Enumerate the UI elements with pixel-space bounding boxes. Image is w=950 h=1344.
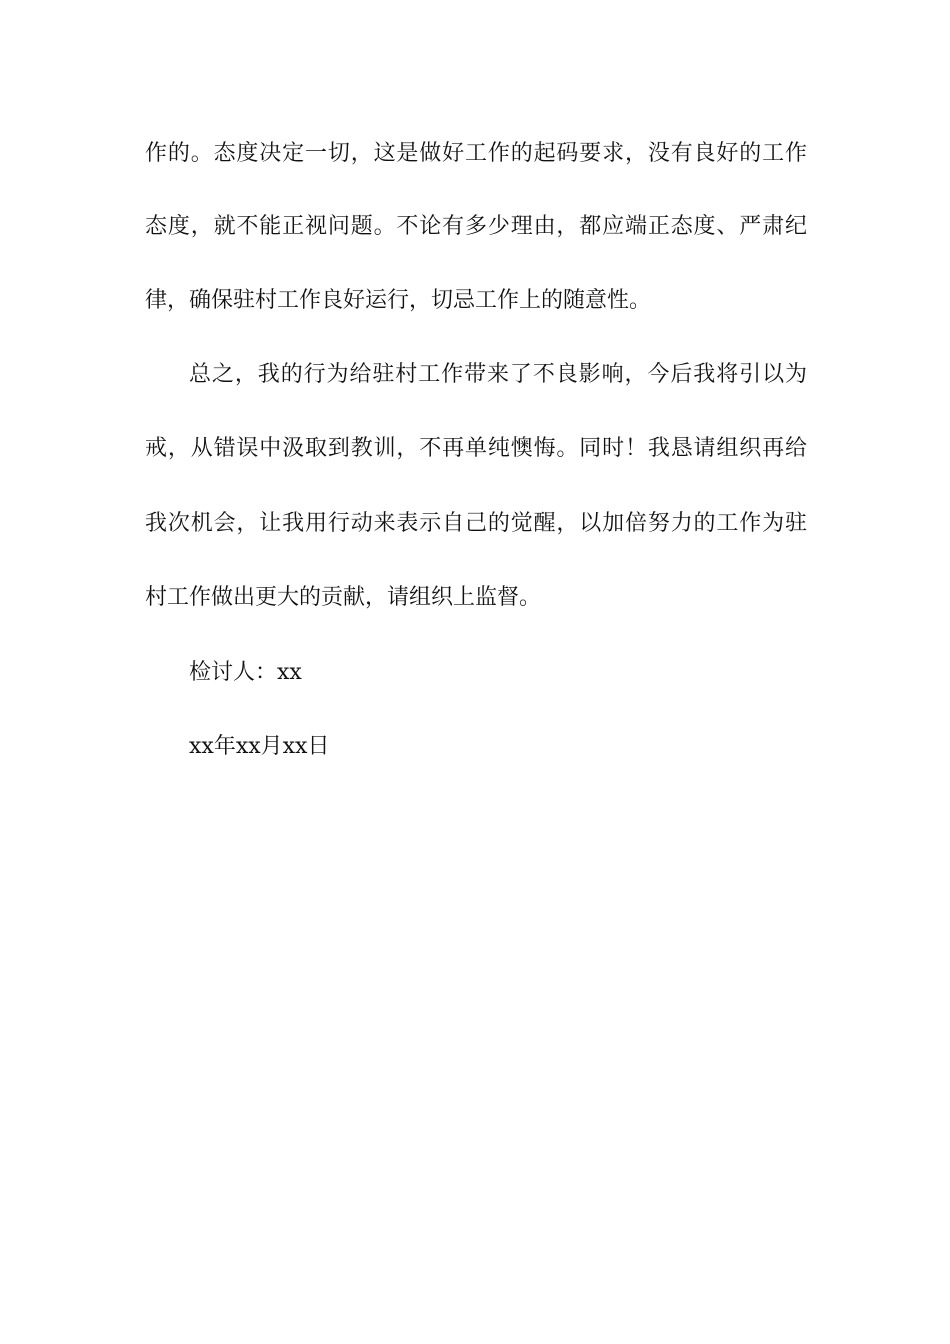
signature-line: 检讨人：xx (189, 660, 302, 685)
paragraph-line: 我次机会，让我用行动来表示自己的觉醒，以加倍努力的工作为驻 (145, 511, 807, 536)
paragraph-line: 戒，从错误中汲取到教训，不再单纯懊悔。同时！我恳请组织再给 (145, 436, 807, 461)
paragraph-line: 村工作做出更大的贡献，请组织上监督。 (145, 585, 542, 610)
paragraph-line: 律，确保驻村工作良好运行，切忌工作上的随意性。 (145, 288, 652, 313)
paragraph-line: 作的。态度决定一切，这是做好工作的起码要求，没有良好的工作 (145, 141, 807, 166)
date-line: xx年xx月xx日 (189, 734, 330, 759)
paragraph-line: 态度，就不能正视问题。不论有多少理由，都应端正态度、严肃纪 (145, 214, 807, 239)
paragraph-line: 总之，我的行为给驻村工作带来了不良影响，今后我将引以为 (189, 362, 807, 387)
